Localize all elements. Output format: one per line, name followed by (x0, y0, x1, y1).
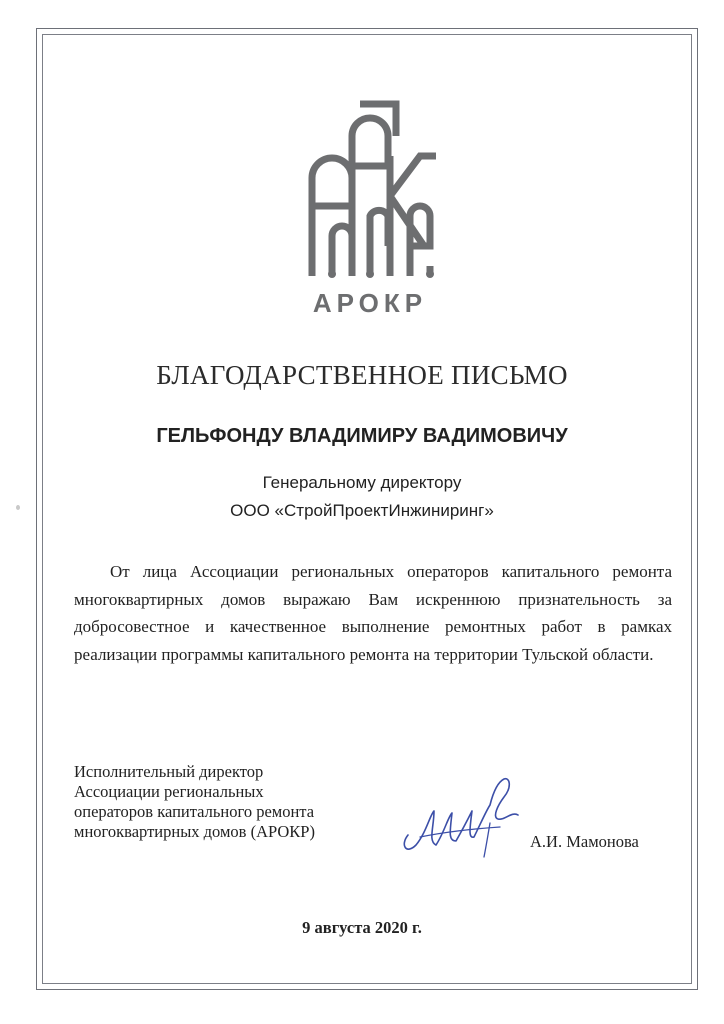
signer-line: операторов капитального ремонта (74, 802, 315, 821)
signer-title-block (74, 762, 374, 842)
arokr-logo-icon (290, 96, 450, 286)
recipient-company: ООО «СтройПроектИнжиниринг» (230, 501, 494, 520)
signer-line: Ассоциации региональных (74, 782, 264, 801)
body-paragraph: От лица Ассоциации региональных операторов капитального ремонта многоквартирных домов выражаю Вам искреннюю признательность за добросовестное и качественное выполнение ремонтных работ в рамках реализации программы капитального ремонта на территории Тульской области. (74, 562, 672, 664)
letter-date: 9 августа 2020 г. (302, 918, 422, 937)
paper-speck (16, 505, 20, 510)
signer-line: Исполнительный директор (74, 762, 264, 781)
handwritten-signature (400, 775, 525, 860)
logo-text: АРОКР (312, 288, 428, 318)
recipient-position: Генеральному директору (262, 473, 462, 492)
letter-title: БЛАГОДАРСТВЕННОЕ ПИСЬМО (156, 360, 568, 390)
signer-name: А.И. Мамонова (530, 832, 639, 851)
letter-body (74, 558, 672, 668)
recipient-name: ГЕЛЬФОНДУ ВЛАДИМИРУ ВАДИМОВИЧУ (156, 425, 568, 447)
signer-line: многоквартирных домов (АРОКР) (74, 822, 315, 841)
